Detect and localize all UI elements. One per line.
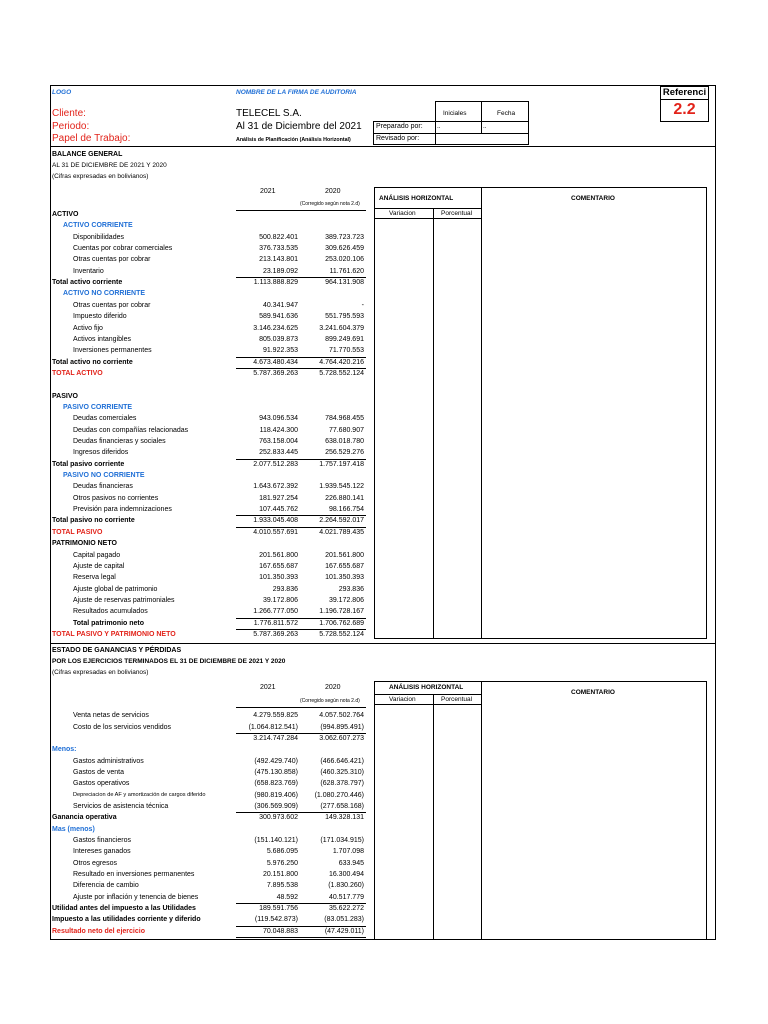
income-row: [0, 801, 768, 812]
income-row-value-2021: (1.064.812.541): [248, 723, 298, 731]
balance-row-value-2020: 784.968.455: [325, 415, 364, 423]
balance-row: [0, 368, 768, 379]
balance-row: [0, 345, 768, 356]
balance-row-label: Reserva legal: [73, 574, 116, 582]
balance-row-label: Activos intangibles: [73, 335, 131, 343]
balance-row-label: PASIVO NO CORRIENTE: [63, 472, 145, 480]
balance-row: [0, 209, 768, 220]
income-row: [0, 710, 768, 721]
income-col-2020: 2020: [325, 684, 341, 691]
income-row-value-2020: 4.057.502.764: [319, 712, 364, 720]
balance-row-label: Deudas financieras: [73, 483, 133, 491]
balance-row-label: ACTIVO CORRIENTE: [63, 222, 133, 230]
header-divider: [50, 146, 716, 147]
balance-row-value-2021: 5.787.369.263: [253, 369, 298, 377]
subtotal-rule: [236, 629, 366, 630]
reference-label: Referenci: [662, 87, 707, 98]
income-row-value-2021: 20.151.800: [262, 870, 298, 878]
balance-row-label: PASIVO: [52, 392, 78, 400]
balance-row-label: Capital pagado: [73, 551, 121, 559]
balance-row-value-2021: 181.927.254: [259, 494, 298, 502]
balance-row-value-2020: 256.529.276: [325, 449, 364, 457]
balance-row: [0, 515, 768, 526]
balance-row-label: Ajuste global de patrimonio: [73, 585, 158, 593]
balance-row-value-2020: 293.836: [338, 585, 364, 593]
subtotal-rule: [236, 459, 366, 460]
balance-row: [0, 288, 768, 299]
income-row-value-2021: 300.973.602: [259, 814, 298, 822]
income-row-label: Resultado neto del ejercicio: [52, 927, 145, 935]
balance-row: [0, 572, 768, 583]
balance-row-label: Cuentas por cobrar comerciales: [73, 245, 173, 253]
income-row: [0, 892, 768, 903]
balance-title: BALANCE GENERAL: [52, 151, 123, 158]
balance-row: [0, 425, 768, 436]
income-row-value-2020: 40.517.779: [328, 893, 364, 901]
balance-row: [0, 391, 768, 402]
balance-row: [0, 254, 768, 265]
income-row-value-2021: 189.591.756: [259, 904, 298, 912]
subtotal-rule: [236, 515, 366, 516]
subtotal-rule: [236, 527, 366, 528]
income-row-label: Gastos operativos: [73, 780, 130, 788]
signoff-grid: [373, 101, 529, 145]
balance-row-label: Otras cuentas por cobrar: [73, 256, 151, 264]
balance-row-label: Total patrimonio neto: [73, 619, 145, 627]
balance-row-value-2020: 253.020.106: [325, 256, 364, 264]
income-row-label: Gastos financieros: [73, 836, 131, 844]
income-row-value-2020: (466.646.421): [320, 757, 364, 765]
balance-row-label: Otras cuentas por cobrar: [73, 301, 151, 309]
balance-row-value-2020: 77.680.907: [328, 426, 364, 434]
income-row-value-2021: 48.592: [276, 893, 298, 901]
balance-row: [0, 357, 768, 368]
balance-row: [0, 413, 768, 424]
balance-row-value-2020: 11.761.620: [329, 267, 364, 275]
preparado-label: Preparado por:: [376, 123, 423, 130]
balance-row-value-2021: 5.787.369.263: [253, 630, 298, 638]
income-row-value-2021: 3.214.747.284: [253, 734, 298, 742]
balance-row-label: Disponibilidades: [73, 233, 124, 241]
balance-row-label: Deudas financieras y sociales: [73, 438, 166, 445]
balance-row-value-2021: 763.158.004: [259, 438, 298, 445]
subtotal-rule: [236, 277, 366, 278]
balance-row: [0, 243, 768, 254]
logo-placeholder: LOGO: [52, 89, 72, 96]
balance-row-label: ACTIVO NO CORRIENTE: [63, 290, 146, 298]
income-row-label: Depreciacion de AF y amortización de cargos diferido: [73, 791, 206, 798]
income-row-value-2021: 5.976.250: [266, 859, 298, 867]
balance-row: [0, 481, 768, 492]
balance-row-label: ACTIVO: [52, 211, 79, 218]
income-row-label: Ajuste por inflación y tenencia de bienes: [73, 893, 199, 901]
balance-row-label: Ajuste de capital: [73, 562, 125, 570]
income-row: [0, 824, 768, 835]
balance-row-value-2020: 1.706.762.689: [319, 619, 364, 627]
income-comentario-header: COMENTARIO: [571, 689, 615, 696]
balance-row-value-2020: 2.264.592.017: [319, 517, 364, 525]
balance-ah-title: ANÁLISIS HORIZONTAL: [379, 195, 454, 202]
income-row: [0, 778, 768, 789]
balance-row-label: TOTAL PASIVO: [52, 528, 103, 536]
income-row-value-2021: (658.823.769): [254, 780, 298, 788]
balance-row: [0, 311, 768, 322]
balance-variacion-header: Variacion: [389, 210, 416, 217]
income-row-label: Impuesto a las utilidades corriente y diferido: [52, 916, 201, 924]
subtotal-rule: [236, 618, 366, 619]
fecha-header: Fecha: [497, 110, 516, 117]
income-row-value-2020: 3.062.607.273: [319, 734, 364, 742]
iniciales-header: Iniciales: [443, 110, 467, 117]
balance-row-value-2020: 98.166.754: [328, 506, 364, 514]
income-row-label: Otros egresos: [73, 859, 117, 867]
balance-row-value-2021: 167.655.687: [259, 562, 298, 570]
income-row-label: Resultado en inversiones permanentes: [73, 870, 195, 878]
income-row-value-2021: 4.279.559.825: [253, 712, 298, 720]
subtotal-rule: [236, 368, 366, 369]
income-title: ESTADO DE GANANCIAS Y PÉRDIDAS: [52, 647, 182, 654]
income-row-value-2020: 1.707.098: [332, 848, 364, 856]
income-row-value-2021: (492.429.740): [254, 757, 298, 765]
balance-currency-note: (Cifras expresadas en bolivianos): [52, 173, 149, 180]
income-row-value-2020: (83.051.283): [324, 916, 364, 924]
balance-row: [0, 334, 768, 345]
balance-row-value-2020: 389.723.723: [325, 233, 364, 241]
balance-row-value-2021: 3.146.234.625: [253, 324, 298, 332]
balance-row-label: Deudas con compañías relacionadas: [73, 426, 189, 434]
balance-row-value-2020: 309.626.459: [325, 245, 364, 253]
reference-box: [660, 86, 709, 122]
income-row: [0, 767, 768, 778]
subtotal-rule: [236, 733, 366, 734]
balance-row: [0, 538, 768, 549]
balance-col-2021: 2021: [260, 188, 276, 195]
balance-row-value-2020: 39.172.806: [328, 596, 364, 604]
balance-row-value-2020: 226.880.141: [325, 494, 364, 502]
subtotal-rule: [236, 903, 366, 904]
balance-row-label: TOTAL ACTIVO: [52, 369, 103, 377]
balance-row-label: Otros pasivos no corrientes: [73, 494, 159, 502]
income-row-label: Costo de los servicios vendidos: [73, 723, 172, 731]
balance-row-value-2021: 39.172.806: [262, 596, 298, 604]
balance-row: [0, 300, 768, 311]
balance-row-value-2021: 40.341.947: [262, 301, 298, 309]
balance-row-value-2021: 2.077.512.283: [253, 460, 298, 468]
balance-row-value-2020: -: [361, 301, 364, 309]
subtotal-rule: [236, 357, 366, 358]
balance-row: [0, 561, 768, 572]
balance-row-value-2020: 899.249.691: [325, 335, 364, 343]
balance-row-label: Previsión para indemnizaciones: [73, 506, 172, 514]
balance-row-label: Resultados acumulados: [73, 608, 148, 616]
balance-row-value-2021: 201.561.800: [259, 551, 298, 559]
balance-row-value-2021: 293.836: [272, 585, 298, 593]
balance-row-value-2020: 551.795.593: [325, 313, 364, 321]
balance-row-label: Total pasivo no corriente: [52, 517, 135, 525]
balance-row: [0, 402, 768, 413]
preparado-iniciales[interactable]: ..: [437, 123, 441, 130]
balance-row-value-2021: 1.113.888.829: [253, 279, 298, 287]
income-row-value-2020: 35.622.272: [328, 904, 364, 912]
balance-row-value-2020: 201.561.800: [325, 551, 364, 559]
reference-value: 2.2: [673, 101, 696, 118]
income-currency-note: (Cifras expresadas en bolivianos): [52, 669, 149, 676]
income-row-value-2020: (994.895.491): [320, 723, 364, 731]
preparado-fecha[interactable]: ..: [483, 123, 487, 130]
balance-row-label: TOTAL PASIVO Y PATRIMONIO NETO: [52, 630, 176, 638]
periodo-label: Periodo:: [52, 121, 90, 132]
income-row-label: Gastos de venta: [73, 768, 124, 776]
income-row-value-2020: 633.945: [338, 859, 364, 867]
balance-row-value-2021: 500.822.401: [259, 233, 298, 241]
balance-row-value-2020: 4.764.420.216: [319, 358, 364, 366]
balance-row-value-2020: 964.131.908: [325, 279, 364, 287]
subtotal-rule: [236, 926, 366, 927]
income-row: [0, 846, 768, 857]
income-row: [0, 790, 768, 801]
periodo-value: Al 31 de Diciembre del 2021: [236, 121, 362, 132]
income-ah-title: ANÁLISIS HORIZONTAL: [389, 684, 464, 691]
balance-row-value-2021: 943.096.534: [259, 415, 298, 423]
revisado-label: Revisado por:: [376, 135, 420, 142]
balance-row-value-2020: 3.241.604.379: [319, 324, 364, 332]
section-divider: [50, 643, 716, 644]
balance-row-value-2020: 4.021.789.435: [319, 528, 364, 536]
balance-row-value-2021: 23.189.092: [262, 267, 298, 275]
balance-row-value-2020: 638.018.780: [325, 438, 364, 445]
total-rule: [236, 937, 366, 938]
balance-row-value-2021: 589.941.636: [259, 313, 298, 321]
income-col-2020-note: (Corregido según nota 2.d): [300, 698, 360, 704]
income-row-value-2021: (980.819.406): [254, 791, 298, 799]
balance-row: [0, 606, 768, 617]
balance-row-value-2021: 805.039.873: [259, 335, 298, 343]
income-row: [0, 926, 768, 937]
income-row-label: Utilidad antes del impuesto a las Utilidades: [52, 904, 196, 912]
income-row: [0, 733, 768, 744]
income-row-value-2021: 5.686.095: [266, 848, 298, 856]
income-row-value-2021: (306.569.909): [254, 802, 298, 810]
income-row-value-2020: 16.300.494: [328, 870, 364, 878]
balance-row: [0, 220, 768, 231]
balance-row: [0, 379, 768, 390]
income-row: [0, 858, 768, 869]
income-row-label: Intereses ganados: [73, 848, 131, 856]
income-row-value-2020: (171.034.915): [320, 836, 364, 844]
income-row: [0, 880, 768, 891]
balance-row-value-2021: 4.010.557.691: [253, 528, 298, 536]
balance-row-value-2020: 5.728.552.124: [319, 369, 364, 377]
income-row-value-2020: (277.658.168): [320, 802, 364, 810]
balance-row-label: PATRIMONIO NETO: [52, 540, 117, 548]
balance-row: [0, 584, 768, 595]
income-row-label: Mas (menos): [52, 825, 95, 833]
income-row-value-2021: (119.542.873): [254, 916, 298, 924]
balance-row: [0, 232, 768, 243]
balance-row: [0, 527, 768, 538]
balance-row: [0, 618, 768, 629]
balance-row-value-2020: 101.350.393: [325, 574, 364, 582]
income-row-label: Ganancia operativa: [52, 814, 117, 822]
income-row-value-2020: (460.325.310): [320, 768, 364, 776]
balance-subtitle: AL 31 DE DICIEMBRE DE 2021 Y 2020: [52, 162, 167, 169]
balance-row-label: Inventario: [73, 267, 104, 275]
balance-row-value-2021: 4.673.480.434: [253, 358, 298, 366]
income-row: [0, 699, 768, 710]
income-row-value-2020: (628.378.797): [320, 780, 364, 788]
cliente-label: Cliente:: [52, 108, 86, 119]
income-row-label: Servicios de asistencia técnica: [73, 802, 169, 810]
income-row-value-2021: 7.895.538: [266, 882, 298, 890]
papel-label: Papel de Trabajo:: [52, 133, 131, 144]
income-row-value-2021: 70.048.883: [262, 927, 298, 935]
balance-row: [0, 447, 768, 458]
income-row-label: Menos:: [52, 746, 77, 754]
balance-row-label: Total pasivo corriente: [52, 460, 125, 468]
income-porcentual-header: Porcentual: [441, 696, 473, 703]
income-col-2021: 2021: [260, 684, 276, 691]
balance-row-value-2021: 1.933.045.408: [253, 517, 298, 525]
balance-row: [0, 595, 768, 606]
balance-row-value-2021: 1.266.777.050: [253, 608, 298, 616]
balance-row: [0, 323, 768, 334]
balance-col-2020: 2020: [325, 188, 341, 195]
income-row: [0, 869, 768, 880]
balance-row-label: Deudas comerciales: [73, 415, 137, 423]
income-row-value-2021: (151.140.121): [254, 836, 298, 844]
balance-row-label: Ajuste de reservas patrimoniales: [73, 596, 175, 604]
balance-row-label: Activo fijo: [73, 324, 103, 332]
income-row-value-2020: (1.080.270.446): [314, 791, 364, 799]
balance-row: [0, 436, 768, 447]
income-row: [0, 914, 768, 925]
income-row: [0, 835, 768, 846]
papel-value: Análisis de Planificación (Análisis Horizontal): [236, 137, 351, 143]
balance-row-value-2020: 71.770.553: [328, 347, 364, 355]
balance-row-label: Inversiones permanentes: [73, 347, 152, 355]
balance-row-value-2020: 167.655.687: [325, 562, 364, 570]
balance-comentario-header: COMENTARIO: [571, 195, 615, 202]
balance-row-label: Total activo no corriente: [52, 358, 133, 366]
income-variacion-header: Variacion: [389, 696, 416, 703]
income-row-value-2021: (475.130.858): [254, 768, 298, 776]
balance-row-label: PASIVO CORRIENTE: [63, 403, 133, 411]
balance-row-label: Ingresos diferidos: [73, 449, 129, 457]
balance-row-value-2020: 1.939.545.122: [319, 483, 364, 491]
balance-row: [0, 470, 768, 481]
balance-row: [0, 459, 768, 470]
income-row: [0, 744, 768, 755]
cliente-value: TELECEL S.A.: [236, 108, 302, 119]
balance-row-value-2021: 1.643.672.392: [253, 483, 298, 491]
income-row-value-2020: 149.328.131: [325, 814, 364, 822]
income-subtitle: POR LOS EJERCICIOS TERMINADOS EL 31 DE DICIEMBRE DE 2021 Y 2020: [52, 658, 286, 665]
income-row-label: Venta netas de servicios: [73, 712, 149, 720]
balance-row-value-2021: 118.424.300: [259, 426, 298, 434]
income-row-label: Gastos administrativos: [73, 757, 144, 765]
balance-row-value-2020: 1.757.197.418: [319, 460, 364, 468]
balance-row: [0, 266, 768, 277]
balance-row-value-2021: 107.445.762: [259, 506, 298, 514]
balance-row-value-2021: 1.776.811.572: [253, 619, 298, 627]
income-row: [0, 812, 768, 823]
balance-row-value-2021: 252.833.445: [259, 449, 298, 457]
income-row-value-2020: (1.830.260): [328, 882, 364, 890]
balance-row: [0, 550, 768, 561]
balance-row-value-2021: 91.922.353: [262, 347, 298, 355]
subtotal-rule: [236, 812, 366, 813]
income-row: [0, 903, 768, 914]
income-row: [0, 756, 768, 767]
balance-row: [0, 277, 768, 288]
balance-row-value-2021: 376.733.535: [259, 245, 298, 253]
balance-row-value-2020: 1.196.728.167: [319, 608, 364, 616]
balance-col-2020-note: (Corregido según nota 2.d): [300, 201, 360, 207]
balance-porcentual-header: Porcentual: [441, 210, 473, 217]
balance-row: [0, 493, 768, 504]
income-row-value-2020: (47.429.011): [324, 927, 364, 935]
income-row-label: Diferencia de cambio: [73, 882, 139, 890]
balance-row-label: Total activo corriente: [52, 279, 123, 287]
balance-row: [0, 629, 768, 640]
balance-row-value-2020: 5.728.552.124: [319, 630, 364, 638]
income-row: [0, 722, 768, 733]
balance-row: [0, 504, 768, 515]
balance-row-value-2021: 213.143.801: [259, 256, 298, 264]
balance-row-value-2021: 101.350.393: [259, 574, 298, 582]
audit-firm-name: NOMBRE DE LA FIRMA DE AUDITORIA: [236, 89, 357, 96]
balance-row-label: Impuesto diferido: [73, 313, 127, 321]
